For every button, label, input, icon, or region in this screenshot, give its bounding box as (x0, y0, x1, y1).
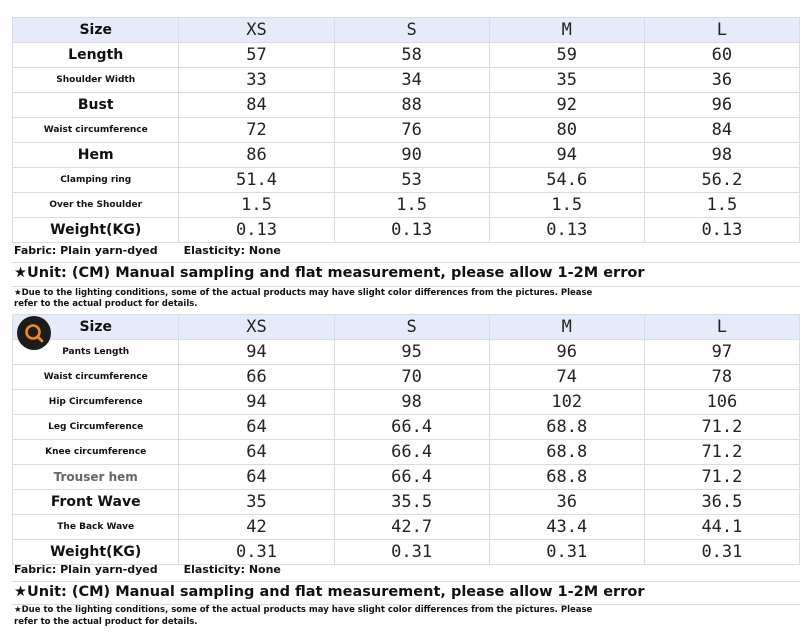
value-cell-s: 90 (334, 143, 489, 168)
value-cell-l: 71.2 (644, 440, 799, 465)
value-cell-xs: 72 (179, 118, 334, 143)
table-row (13, 193, 800, 218)
row-label: Length (13, 43, 179, 68)
row-label: Pants Length (13, 340, 179, 365)
value-cell-s: 70 (334, 365, 489, 390)
table-row (13, 515, 800, 540)
row-label: Shoulder Width (13, 68, 179, 93)
table-header-row (13, 18, 800, 43)
value-cell-m: 35 (489, 68, 644, 93)
value-cell-xs: 57 (179, 43, 334, 68)
value-cell-l: 96 (644, 93, 799, 118)
table-row (13, 440, 800, 465)
value-cell-s: 88 (334, 93, 489, 118)
value-cell-m: 54.6 (489, 168, 644, 193)
value-cell-l: 98 (644, 143, 799, 168)
value-cell-s: 98 (334, 390, 489, 415)
value-cell-l: 71.2 (644, 465, 799, 490)
top-size-table (12, 17, 800, 243)
size-header-xs: XS (179, 315, 334, 340)
value-cell-m: 43.4 (489, 515, 644, 540)
value-cell-s: 35.5 (334, 490, 489, 515)
value-cell-l: 36.5 (644, 490, 799, 515)
table-row (13, 490, 800, 515)
top-unit-note: ★Unit: (CM) Manual sampling and flat measurement, please allow 1-2M error (14, 265, 645, 281)
table-row (13, 118, 800, 143)
table-row (13, 415, 800, 440)
value-cell-s: 0.31 (334, 540, 489, 565)
value-cell-s: 34 (334, 68, 489, 93)
value-cell-m: 59 (489, 43, 644, 68)
row-label: Clamping ring (13, 168, 179, 193)
value-cell-s: 1.5 (334, 193, 489, 218)
value-cell-m: 0.31 (489, 540, 644, 565)
top-color-note-2: refer to the actual product for details. (14, 299, 198, 309)
table-row (13, 168, 800, 193)
table-row (13, 68, 800, 93)
size-header-xs: XS (179, 18, 334, 43)
top-color-note-1: ★Due to the lighting conditions, some of the actual products may have slight color differences from the pictures. Please (14, 288, 593, 298)
value-cell-xs: 64 (179, 440, 334, 465)
table-row (13, 365, 800, 390)
table-row (13, 390, 800, 415)
value-cell-l: 71.2 (644, 415, 799, 440)
value-cell-xs: 0.13 (179, 218, 334, 243)
value-cell-m: 80 (489, 118, 644, 143)
value-cell-m: 74 (489, 365, 644, 390)
size-header-l: L (644, 315, 799, 340)
value-cell-xs: 94 (179, 340, 334, 365)
size-header-l: L (644, 18, 799, 43)
value-cell-l: 44.1 (644, 515, 799, 540)
value-cell-l: 36 (644, 68, 799, 93)
search-button[interactable] (17, 316, 51, 350)
bottom-fabric-line (14, 563, 281, 576)
value-cell-xs: 42 (179, 515, 334, 540)
value-cell-l: 0.31 (644, 540, 799, 565)
value-cell-s: 66.4 (334, 440, 489, 465)
value-cell-xs: 35 (179, 490, 334, 515)
row-label: Weight(KG) (13, 218, 179, 243)
row-label: Front Wave (13, 490, 179, 515)
value-cell-m: 96 (489, 340, 644, 365)
size-header-m: M (489, 315, 644, 340)
value-cell-s: 76 (334, 118, 489, 143)
value-cell-xs: 51.4 (179, 168, 334, 193)
value-cell-s: 42.7 (334, 515, 489, 540)
value-cell-s: 66.4 (334, 465, 489, 490)
value-cell-m: 94 (489, 143, 644, 168)
value-cell-l: 0.13 (644, 218, 799, 243)
value-cell-s: 95 (334, 340, 489, 365)
row-label: Hem (13, 143, 179, 168)
table-row (13, 143, 800, 168)
value-cell-xs: 0.31 (179, 540, 334, 565)
value-cell-xs: 33 (179, 68, 334, 93)
bottom-color-note-1: ★Due to the lighting conditions, some of the actual products may have slight color differences from the pictures. Please (14, 605, 593, 615)
value-cell-m: 68.8 (489, 440, 644, 465)
bottom-color-note-2: refer to the actual product for details. (14, 617, 198, 627)
value-cell-m: 36 (489, 490, 644, 515)
value-cell-xs: 94 (179, 390, 334, 415)
divider (12, 581, 800, 582)
fabric-text: Fabric: Plain yarn-dyed (14, 244, 158, 257)
value-cell-xs: 1.5 (179, 193, 334, 218)
value-cell-m: 102 (489, 390, 644, 415)
value-cell-xs: 86 (179, 143, 334, 168)
value-cell-m: 68.8 (489, 465, 644, 490)
row-label: Over the Shoulder (13, 193, 179, 218)
divider (12, 262, 800, 263)
elasticity-text: Elasticity: None (183, 563, 281, 576)
top-fabric-line (14, 244, 281, 257)
value-cell-m: 1.5 (489, 193, 644, 218)
row-label: Knee circumference (13, 440, 179, 465)
value-cell-l: 78 (644, 365, 799, 390)
value-cell-l: 84 (644, 118, 799, 143)
fabric-text: Fabric: Plain yarn-dyed (14, 563, 158, 576)
row-label: Weight(KG) (13, 540, 179, 565)
value-cell-l: 60 (644, 43, 799, 68)
table-row (13, 540, 800, 565)
row-label: Trouser hem (13, 465, 179, 490)
bottom-size-table (12, 314, 800, 565)
value-cell-s: 58 (334, 43, 489, 68)
size-header-label: Size (13, 315, 179, 340)
table-row (13, 218, 800, 243)
table-header-row (13, 315, 800, 340)
value-cell-l: 97 (644, 340, 799, 365)
elasticity-text: Elasticity: None (183, 244, 281, 257)
value-cell-m: 92 (489, 93, 644, 118)
value-cell-xs: 64 (179, 465, 334, 490)
value-cell-s: 53 (334, 168, 489, 193)
table-row (13, 465, 800, 490)
row-label: Hip Circumference (13, 390, 179, 415)
row-label: Waist circumference (13, 365, 179, 390)
table-row (13, 93, 800, 118)
value-cell-s: 0.13 (334, 218, 489, 243)
table-row (13, 340, 800, 365)
value-cell-xs: 64 (179, 415, 334, 440)
search-icon (17, 316, 51, 350)
row-label: Waist circumference (13, 118, 179, 143)
size-header-m: M (489, 18, 644, 43)
size-header-s: S (334, 18, 489, 43)
row-label: The Back Wave (13, 515, 179, 540)
value-cell-m: 0.13 (489, 218, 644, 243)
row-label: Bust (13, 93, 179, 118)
size-header-label: Size (13, 18, 179, 43)
value-cell-l: 106 (644, 390, 799, 415)
divider (12, 286, 800, 287)
size-header-s: S (334, 315, 489, 340)
row-label: Leg Circumference (13, 415, 179, 440)
value-cell-s: 66.4 (334, 415, 489, 440)
value-cell-l: 1.5 (644, 193, 799, 218)
value-cell-l: 56.2 (644, 168, 799, 193)
value-cell-m: 68.8 (489, 415, 644, 440)
value-cell-xs: 84 (179, 93, 334, 118)
value-cell-xs: 66 (179, 365, 334, 390)
bottom-unit-note: ★Unit: (CM) Manual sampling and flat measurement, please allow 1-2M error (14, 584, 645, 600)
table-row (13, 43, 800, 68)
